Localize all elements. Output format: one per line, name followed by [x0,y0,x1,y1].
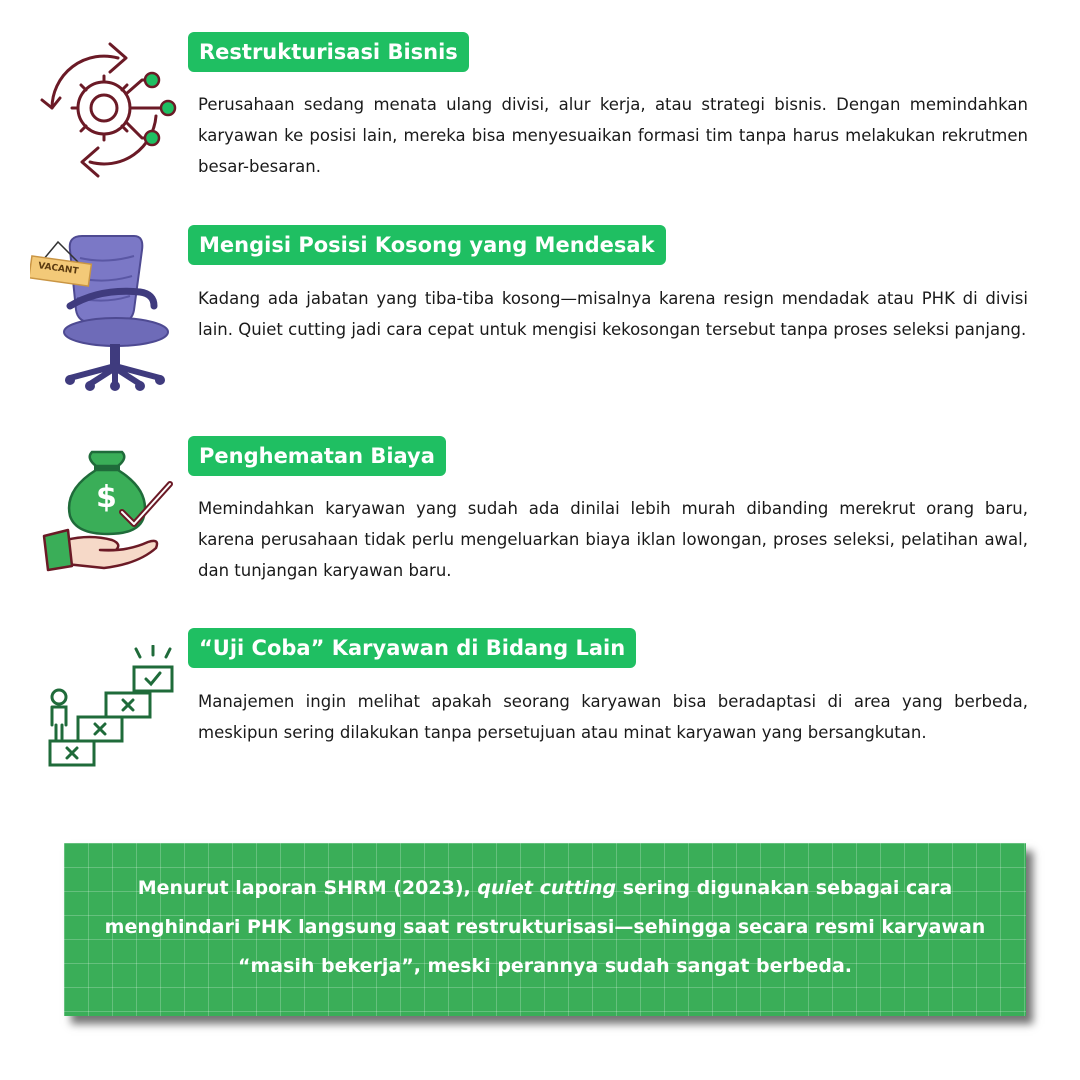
section-description: Kadang ada jabatan yang tiba-tiba kosong—misalnya karena resign mendadak atau PHK di divisi lain. Quiet cutting jadi cara cepat untuk mengisi kekosongan tersebut tanpa proses seleksi panjang. [198,289,1028,339]
callout-text [104,869,986,986]
vacant-chair-icon [30,228,180,388]
callout-text-after: sering digunakan sebagai cara menghindari PHK langsung saat restrukturisasi—sehingga secara resmi karyawan “masih bekerja”, meski perannya sudah sangat berbeda. [104,877,986,977]
section-title: Penghematan Biaya [188,436,446,476]
callout-emphasis: quiet cutting [477,877,617,899]
section-description: Memindahkan karyawan yang sudah ada dinilai lebih murah dibanding merekrut orang baru, karena perusahaan tidak perlu mengeluarkan biaya iklan lowongan, proses seleksi, pelatihan awal, dan tunjangan karyawan baru. [198,499,1028,580]
money-bag-symbol: $ [96,480,117,515]
money-bag-hand-icon [30,440,180,600]
section-title: Restrukturisasi Bisnis [188,32,469,72]
section-description: Perusahaan sedang menata ulang divisi, alur kerja, atau strategi bisnis. Dengan memindahkan karyawan ke posisi lain, mereka bisa menyesuaikan formasi tim tanpa harus melakukan rekrutmen besar-besaran. [198,95,1028,176]
shrm-callout-box [64,843,1026,1016]
restructure-gear-icon [30,30,180,190]
section-title: Mengisi Posisi Kosong yang Mendesak [188,225,666,265]
trial-stairs-icon [30,645,180,805]
callout-text-before: Menurut laporan SHRM (2023), [137,877,478,899]
section-title: “Uji Coba” Karyawan di Bidang Lain [188,628,636,668]
section-description: Manajemen ingin melihat apakah seorang karyawan bisa beradaptasi di area yang berbeda, meskipun sering dilakukan tanpa persetujuan atau minat karyawan yang bersangkutan. [198,692,1028,742]
vacant-sign-label: VACANT [37,261,80,277]
